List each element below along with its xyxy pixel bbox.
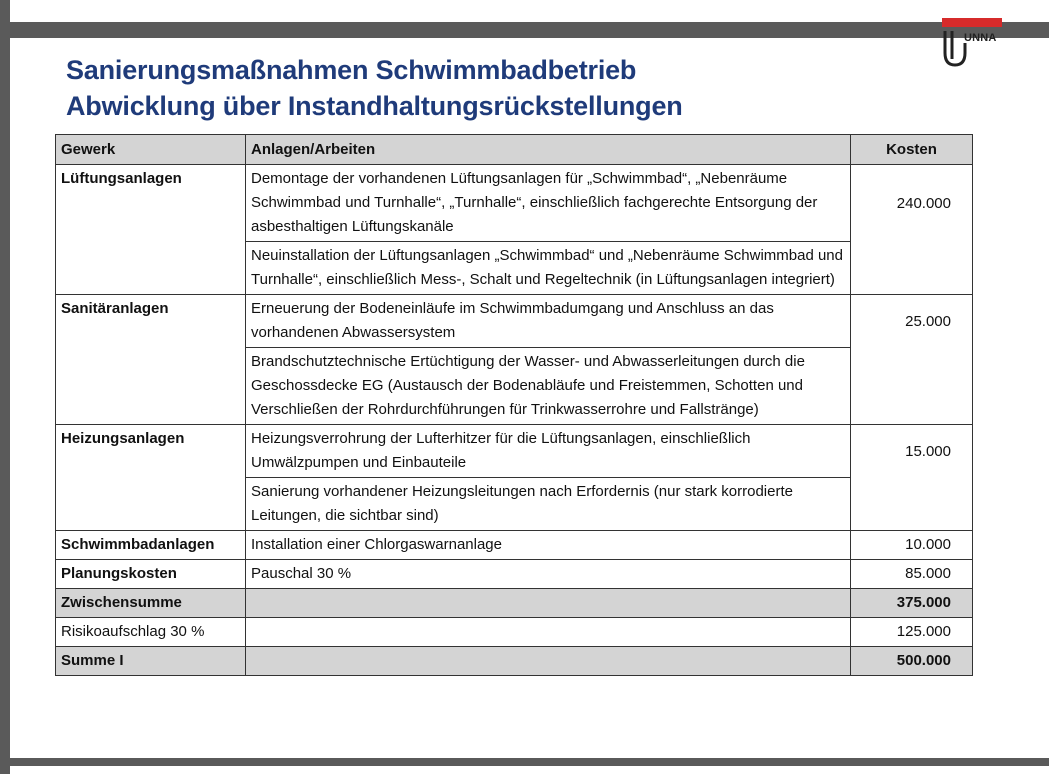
gewerk-sanitaer: Sanitäranlagen [56, 295, 246, 425]
anlagen-cell: Neuinstallation der Lüftungsanlagen „Schwimmbad“ und „Nebenräume Schwimmbad und Turnhalle“, einschließlich Mess-, Schalt und Regeltechnik (in Lüftungsanlagen integriert) [246, 242, 851, 295]
kosten-zwischensumme: 375.000 [851, 589, 973, 618]
header-kosten: Kosten [851, 135, 973, 165]
anlagen-cell-empty [246, 618, 851, 647]
title-line-1: Sanierungsmaßnahmen Schwimmbadbetrieb [66, 55, 637, 85]
gewerk-schwimmbad: Schwimmbadanlagen [56, 531, 246, 560]
logo-red-bar [942, 18, 1002, 27]
table-header-row [56, 135, 973, 165]
kosten-risiko: 125.000 [851, 618, 973, 647]
logo-text: UNNA [964, 32, 997, 44]
anlagen-cell-empty [246, 647, 851, 676]
anlagen-cell-empty [246, 589, 851, 618]
anlagen-cell: Sanierung vorhandener Heizungsleitungen nach Erfordernis (nur stark korrodierte Leitungen, die sichtbar sind) [246, 478, 851, 531]
cost-table [55, 134, 973, 676]
kosten-summe: 500.000 [851, 647, 973, 676]
table-row [56, 295, 973, 348]
kosten-lueftung: 240.000 [851, 165, 973, 295]
table-row-summe [56, 647, 973, 676]
kosten-sanitaer: 25.000 [851, 295, 973, 425]
kosten-schwimmbad: 10.000 [851, 531, 973, 560]
kosten-planung: 85.000 [851, 560, 973, 589]
gewerk-zwischensumme: Zwischensumme [56, 589, 246, 618]
table-row [56, 165, 973, 242]
gewerk-summe: Summe I [56, 647, 246, 676]
previous-page-edge [10, 0, 1049, 22]
title-line-2: Abwicklung über Instandhaltungsrückstellungen [66, 91, 683, 121]
anlagen-cell: Heizungsverrohrung der Lufterhitzer für die Lüftungsanlagen, einschließlich Umwälzpumpen und Einbauteile [246, 425, 851, 478]
header-gewerk: Gewerk [56, 135, 246, 165]
unna-logo [940, 18, 1004, 74]
table-row [56, 531, 973, 560]
next-page-edge [10, 766, 1049, 774]
table-row [56, 560, 973, 589]
gewerk-planung: Planungskosten [56, 560, 246, 589]
anlagen-cell: Pauschal 30 % [246, 560, 851, 589]
anlagen-cell: Demontage der vorhandenen Lüftungsanlagen für „Schwimmbad“, „Nebenräume Schwimmbad und Turnhalle“, „Turnhalle“, einschließlich fachgerechte Entsorgung der asbesthaltigen Lüftungskanäle [246, 165, 851, 242]
anlagen-cell: Erneuerung der Bodeneinläufe im Schwimmbadumgang und Anschluss an das vorhandenen Abwassersystem [246, 295, 851, 348]
anlagen-cell: Installation einer Chlorgaswarnanlage [246, 531, 851, 560]
table-row [56, 425, 973, 478]
table-row-risiko [56, 618, 973, 647]
table-row-zwischensumme [56, 589, 973, 618]
page-title [66, 52, 683, 124]
gewerk-lueftung: Lüftungsanlagen [56, 165, 246, 295]
kosten-heizung: 15.000 [851, 425, 973, 531]
header-anlagen: Anlagen/Arbeiten [246, 135, 851, 165]
gewerk-risiko: Risikoaufschlag 30 % [56, 618, 246, 647]
gewerk-heizung: Heizungsanlagen [56, 425, 246, 531]
anlagen-cell: Brandschutztechnische Ertüchtigung der Wasser- und Abwasserleitungen durch die Geschossdecke EG (Austausch der Bodenabläufe und Freistemmen, Schotten und Verschließen der Rohrdurchführungen für Trinkwasserrohre und Fallstränge) [246, 348, 851, 425]
